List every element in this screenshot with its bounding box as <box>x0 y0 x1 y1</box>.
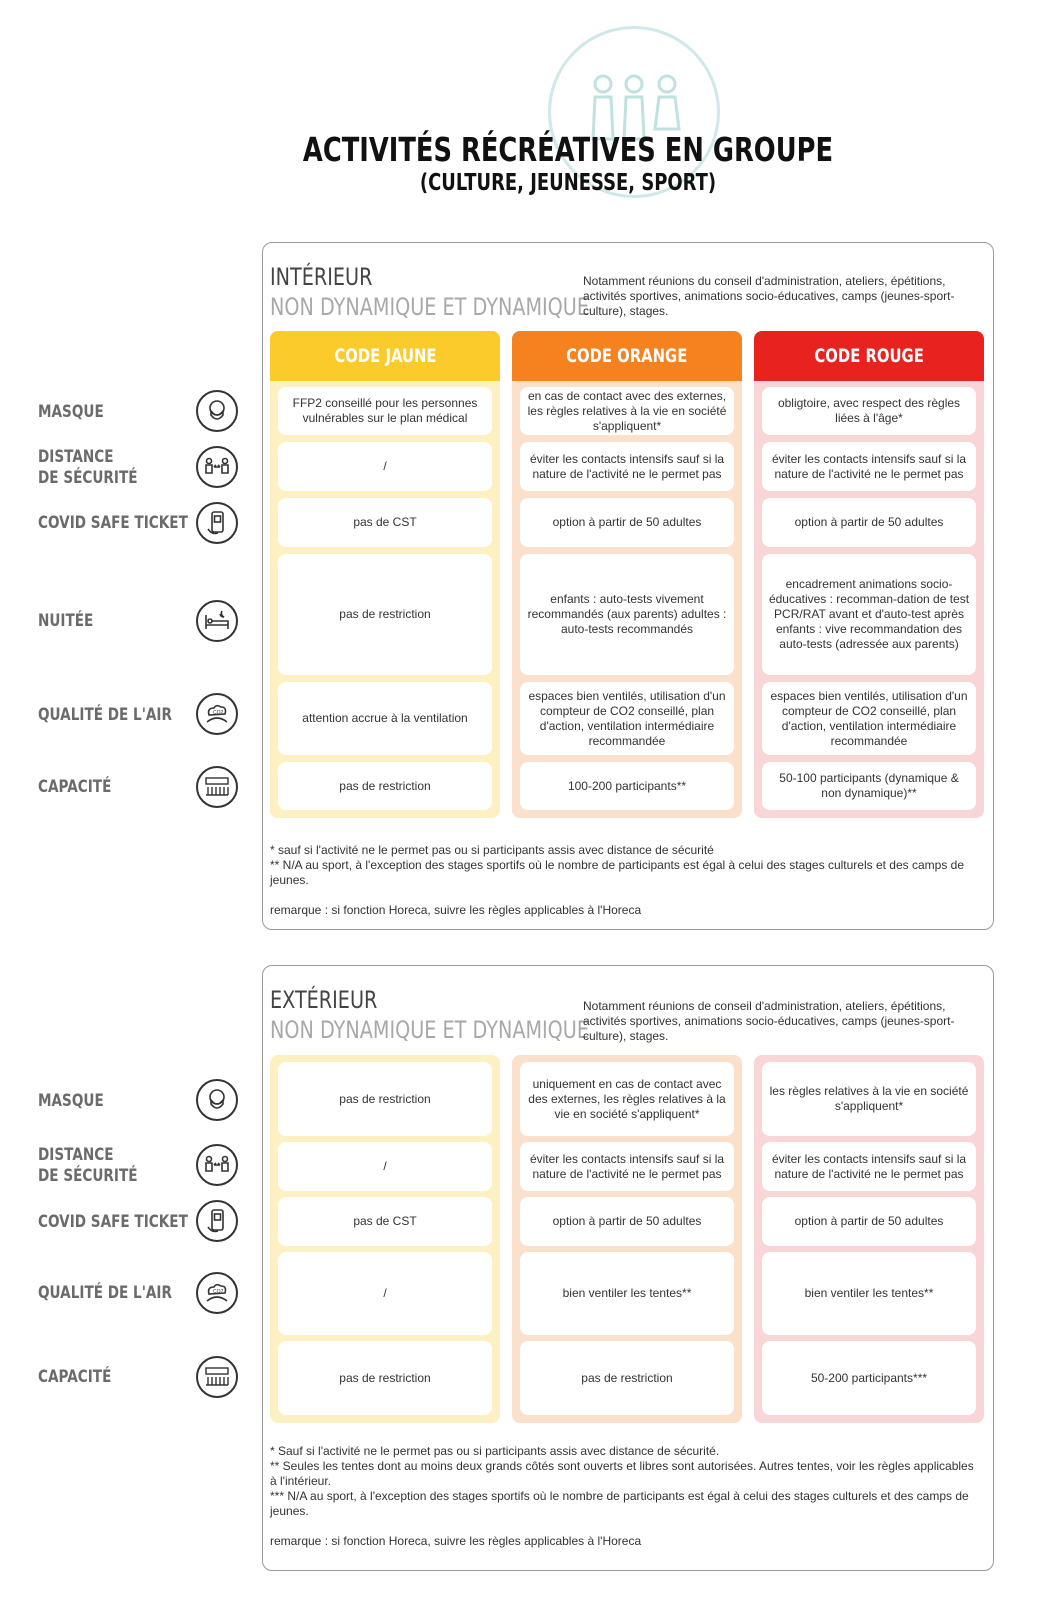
exterieur-jaune-cst: pas de CST <box>278 1197 492 1246</box>
ext-label-masque: MASQUE <box>38 1091 104 1111</box>
label-qualite-air: QUALITÉ DE L'AIR <box>38 705 172 725</box>
interieur-rouge-distance: éviter les contacts intensifs sauf si la nature de l'activité ne le permet pas <box>762 442 976 491</box>
interieur-footnote-1: * sauf si l'activité ne le permet pas ou si participants assis avec distance de sécurité <box>270 843 714 857</box>
exterieur-jaune-masque: pas de restriction <box>278 1062 492 1136</box>
ext-label-distance-1: DISTANCE <box>38 1145 114 1165</box>
covid-safe-ticket-icon <box>196 1200 238 1242</box>
page-subtitle: (CULTURE, JEUNESSE, SPORT) <box>419 170 717 196</box>
label-distance-2: DE SÉCURITÉ <box>38 468 138 488</box>
exterieur-footnote-2: ** Seules les tentes dont au moins deux grands côtés sont ouverts et libres sont autorisées. Autres tentes, voir les règles applicables à l'intérieur. <box>270 1459 974 1488</box>
exterieur-rouge-distance: éviter les contacts intensifs sauf si la nature de l'activité ne le permet pas <box>762 1142 976 1191</box>
interieur-rouge-capacite: 50-100 participants (dynamique & non dynamique)** <box>762 762 976 810</box>
label-capacite: CAPACITÉ <box>38 777 112 797</box>
distance-icon <box>196 1144 238 1186</box>
code-orange-header: CODE ORANGE <box>512 331 742 381</box>
exterieur-orange-air: bien ventiler les tentes** <box>520 1252 734 1335</box>
interieur-jaune-masque: FFP2 conseillé pour les personnes vulnérables sur le plan médical <box>278 387 492 435</box>
capacity-icon <box>196 1356 238 1398</box>
label-distance-1: DISTANCE <box>38 447 114 467</box>
exterieur-rouge-air: bien ventiler les tentes** <box>762 1252 976 1335</box>
svg-text:CO2: CO2 <box>213 1289 224 1295</box>
interieur-orange-capacite: 100-200 participants** <box>520 762 734 810</box>
interieur-orange-nuitee: enfants : auto-tests vivement recommandés (aux parents) adultes : auto-tests recommandés <box>520 554 734 675</box>
exterieur-description: Notamment réunions de conseil d'administration, ateliers, épétitions, activités sportives, animations socio-éducatives, camps (jeunes-sport-culture), stages. <box>583 999 955 1043</box>
interieur-jaune-nuitee: pas de restriction <box>278 554 492 675</box>
interieur-rouge-air: espaces bien ventilés, utilisation d'un compteur de CO2 conseillé, plan d'action, ventilation intermédiaire recommandée <box>762 682 976 755</box>
distance-icon <box>196 446 238 488</box>
interieur-orange-distance: éviter les contacts intensifs sauf si la nature de l'activité ne le permet pas <box>520 442 734 491</box>
ext-label-cst: COVID SAFE TICKET <box>38 1212 188 1232</box>
exterieur-orange-capacite: pas de restriction <box>520 1341 734 1415</box>
bed-icon <box>196 600 238 642</box>
interieur-orange-masque: en cas de contact avec des externes, les règles relatives à la vie en société s'appliquent* <box>520 387 734 435</box>
label-nuitee: NUITÉE <box>38 611 94 631</box>
exterieur-rouge-cst: option à partir de 50 adultes <box>762 1197 976 1246</box>
page-title: ACTIVITÉS RÉCRÉATIVES EN GROUPE <box>302 130 834 169</box>
label-masque: MASQUE <box>38 402 104 422</box>
code-rouge-header: CODE ROUGE <box>754 331 984 381</box>
exterieur-footnote-3: *** N/A au sport, à l'exception des stages sportifs où le nombre de participants est égal à celui des stages culturels et des camps de jeunes. <box>270 1489 969 1518</box>
mask-icon <box>196 390 238 432</box>
interieur-jaune-cst: pas de CST <box>278 498 492 547</box>
ext-label-capacite: CAPACITÉ <box>38 1367 112 1387</box>
ext-label-qualite-air: QUALITÉ DE L'AIR <box>38 1283 172 1303</box>
code-jaune-header: CODE JAUNE <box>270 331 500 381</box>
label-cst: COVID SAFE TICKET <box>38 513 188 533</box>
exterieur-remark: remarque : si fonction Horeca, suivre les règles applicables à l'Horeca <box>270 1534 642 1548</box>
interieur-title: INTÉRIEUR <box>270 263 373 291</box>
svg-text:CO2: CO2 <box>213 710 224 716</box>
exterieur-rouge-capacite: 50-200 participants*** <box>762 1341 976 1415</box>
interieur-orange-air: espaces bien ventilés, utilisation d'un compteur de CO2 conseillé, plan d'action, ventilation intermédiaire recommandée <box>520 682 734 755</box>
interieur-jaune-distance: / <box>278 442 492 491</box>
exterieur-title: EXTÉRIEUR <box>270 986 378 1014</box>
interieur-jaune-capacite: pas de restriction <box>278 762 492 810</box>
exterieur-rouge-masque: les règles relatives à la vie en société s'appliquent* <box>762 1062 976 1136</box>
co2-icon <box>196 1272 238 1314</box>
interieur-rouge-masque: obligtoire, avec respect des règles liées à l'âge* <box>762 387 976 435</box>
exterieur-jaune-air: / <box>278 1252 492 1335</box>
co2-icon <box>196 693 238 735</box>
exterieur-subtitle: NON DYNAMIQUE ET DYNAMIQUE <box>270 1016 589 1044</box>
mask-icon <box>196 1079 238 1121</box>
exterieur-orange-distance: éviter les contacts intensifs sauf si la nature de l'activité ne le permet pas <box>520 1142 734 1191</box>
interieur-remark: remarque : si fonction Horeca, suivre les règles applicables à l'Horeca <box>270 903 642 917</box>
exterieur-jaune-capacite: pas de restriction <box>278 1341 492 1415</box>
exterieur-orange-cst: option à partir de 50 adultes <box>520 1197 734 1246</box>
ext-label-distance-2: DE SÉCURITÉ <box>38 1166 138 1186</box>
exterieur-footnote-1: * Sauf si l'activité ne le permet pas ou si participants assis avec distance de sécurité. <box>270 1444 720 1458</box>
interieur-rouge-cst: option à partir de 50 adultes <box>762 498 976 547</box>
interieur-orange-cst: option à partir de 50 adultes <box>520 498 734 547</box>
covid-safe-ticket-icon <box>196 502 238 544</box>
interieur-footnote-2: ** N/A au sport, à l'exception des stages sportifs où le nombre de participants est égal à celui des stages culturels et des camps de jeunes. <box>270 858 965 887</box>
interieur-subtitle: NON DYNAMIQUE ET DYNAMIQUE <box>270 293 589 321</box>
interieur-jaune-air: attention accrue à la ventilation <box>278 682 492 755</box>
interieur-rouge-nuitee: encadrement animations socio-éducatives : recomman-dation de test PCR/RAT avant et d'auto-test après enfants : vive recommandation des auto-tests (adressée aux parents) <box>762 554 976 675</box>
exterieur-jaune-distance: / <box>278 1142 492 1191</box>
interieur-description: Notamment réunions du conseil d'administration, ateliers, épétitions, activités sportives, animations socio-éducatives, camps (jeunes-sport-culture), stages. <box>583 274 955 318</box>
capacity-icon <box>196 766 238 808</box>
exterieur-orange-masque: uniquement en cas de contact avec des externes, les règles relatives à la vie en société s'appliquent* <box>520 1062 734 1136</box>
